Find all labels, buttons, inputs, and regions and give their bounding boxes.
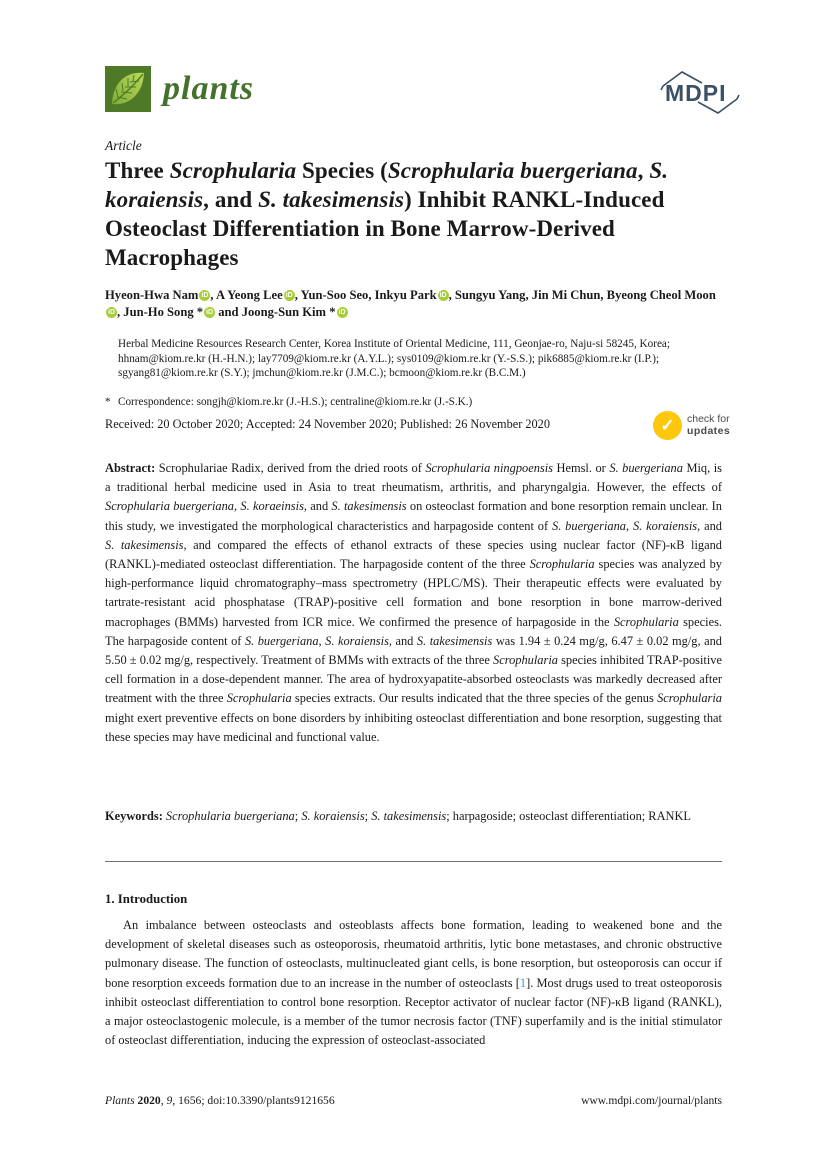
- journal-logo: [105, 66, 722, 112]
- orcid-icon[interactable]: iD: [108, 308, 115, 316]
- leaf-icon: [105, 66, 151, 112]
- author: Yun-Soo Seo: [300, 288, 369, 302]
- section-divider: [105, 861, 722, 862]
- affiliation-text: Herbal Medicine Resources Research Center, Korea Institute of Oriental Medicine, 111, Geonjae-ro, Naju-si 58245, Korea; hhnam@kiom.re.kr (H.-H.N.); lay7709@kiom.re.kr (A.Y.L.); sys0109@kiom.re.kr (Y.-S.S.); pik6885@kiom.re.kr (I.P.); sgyang81@kiom.re.kr (S.Y.); jmchun@kiom.re.kr (J.M.C.); bcmoon@kiom.re.kr (B.C.M.): [118, 338, 670, 380]
- page-title: Three Scrophularia Species (Scrophularia buergeriana, S. koraiensis, and S. takesimensis) Inhibit RANKL-Induced Osteoclast Differentiation in Bone Marrow-Derived Macrophages: [105, 158, 669, 270]
- check-for-updates-badge[interactable]: [653, 411, 730, 440]
- correspondence-line: * Correspondence: songjh@kiom.re.kr (J.-H.S.); centraline@kiom.re.kr (J.-S.K.): [105, 396, 473, 408]
- mdpi-logo: [658, 68, 742, 118]
- article-type-label: Article: [105, 138, 142, 153]
- keywords-label: Keywords:: [105, 809, 166, 823]
- footer-citation: Plants 2020, 9, 1656; doi:10.3390/plants9121656: [105, 1094, 335, 1107]
- journal-name: plants: [163, 70, 255, 107]
- mdpi-wordmark: MDPI: [665, 80, 727, 106]
- author: Jin Mi Chun: [531, 288, 601, 302]
- check-icon: ✓: [653, 411, 682, 440]
- author: Joong-Sun Kim: [241, 304, 327, 319]
- author: A Yeong Lee: [216, 288, 283, 302]
- keywords-paragraph: Keywords: Scrophularia buergeriana; S. koraiensis; S. takesimensis; harpagoside; osteoclast differentiation; RANKL: [105, 809, 691, 823]
- journal-url[interactable]: www.mdpi.com/journal/plants: [581, 1094, 722, 1107]
- check-badge-line2: updates: [687, 424, 731, 437]
- check-badge-line1: check for: [687, 413, 730, 425]
- author: Inkyu Park: [374, 288, 437, 302]
- author: Hyeon-Hwa Nam: [105, 288, 199, 302]
- author-list: Hyeon-Hwa Nam iD , A Yeong Lee iD , Yun-Soo Seo, Inkyu Park iD , Sungyu Yang, Jin Mi Chun, Byeong Cheol MooniD , Jun-Ho Song * iD and Joong-Sun Kim * iD: [105, 288, 716, 319]
- orcid-icon[interactable]: iD: [338, 308, 346, 316]
- correspondence-text: Correspondence: songjh@kiom.re.kr (J.-H.S.); centraline@kiom.re.kr (J.-S.K.): [118, 396, 473, 408]
- author: Jun-Ho Song: [123, 304, 194, 319]
- author: Byeong Cheol Moon: [606, 288, 716, 302]
- section-heading-introduction: 1. Introduction: [105, 892, 188, 906]
- orcid-icon[interactable]: iD: [206, 308, 214, 316]
- author: Sungyu Yang: [454, 288, 526, 302]
- citation-link-1[interactable]: 1: [519, 975, 527, 990]
- introduction-paragraph: An imbalance between osteoclasts and osteoblasts affects bone formation, leading to weakened bone and the development of skeletal diseases such as osteoporosis, rheumatoid arthritis, lytic bone metastases, and chronic obstructive pulmonary disease. The function of osteoclasts, multinucleated giant cells, is bone resorption, but osteoporosis can occur if bone resorption exceeds formation due to an increase in the number of osteoclasts [1]. Most drugs used to treat osteoporosis inhibit osteoclast differentiation to control bone resorption. Receptor activator of nuclear factor (NF)-κB ligand (RANKL), a major osteoclastogenic molecule, is a member of the tumor necrosis factor (TNF) superfamily and is the initial stimulator of osteoclast differentiation, inducing the expression of osteoclast-associated: [105, 918, 722, 1048]
- page-footer: [105, 1094, 722, 1107]
- orcid-icon[interactable]: iD: [285, 292, 293, 299]
- dates-line: Received: 20 October 2020; Accepted: 24 November 2020; Published: 26 November 2020: [105, 417, 550, 431]
- orcid-icon[interactable]: iD: [201, 292, 209, 299]
- abstract-paragraph: Abstract: Scrophulariae Radix, derived from the dried roots of Scrophularia ningpoensis Hemsl. or S. buergeriana Miq, is a traditional herbal medicine used in Asia to treat rheumatism, arthritis, and pharyngalgia. However, the effects of Scrophularia buergeriana, S. koraeinsis, and S. takesimensis on osteoclast formation and bone resorption remain unclear. In this study, we investigated the morphological characteristics and harpagoside content of S. buergeriana, S. koraiensis, and S. takesimensis, and compared the effects of ethanol extracts of these species using nuclear factor (NF)-κB ligand (RANKL)-mediated osteoclast differentiation. The harpagoside content of the three Scrophularia species was analyzed by high-performance liquid chromatography–mass spectrometry (HPLC/MS). Their therapeutic effects were evaluated by tartrate-resistant acid phosphatase (TRAP)-positive cell formation and bone resorption in bone marrow-derived macrophages (BMMs) harvested from ICR mice. We confirmed the presence of harpagoside in the Scrophularia species. The harpagoside content of S. buergeriana, S. koraiensis, and S. takesimensis was 1.94 ± 0.24 mg/g, 6.47 ± 0.02 mg/g, and 5.50 ± 0.02 mg/g, respectively. Treatment of BMMs with extracts of the three Scrophularia species inhibited TRAP-positive cell formation in a dose-dependent manner. The area of hydroxyapatite-absorbed osteoclasts was markedly decreased after treatment with the three Scrophularia species extracts. Our results indicated that the three species of the genus Scrophularia might exert preventive effects on bone disorders by inhibiting osteoclast differentiation and bone resorption, suggesting that these species may have medicinal and functional value.: [105, 461, 722, 744]
- abstract-label: Abstract:: [105, 461, 159, 475]
- orcid-icon[interactable]: iD: [439, 292, 447, 299]
